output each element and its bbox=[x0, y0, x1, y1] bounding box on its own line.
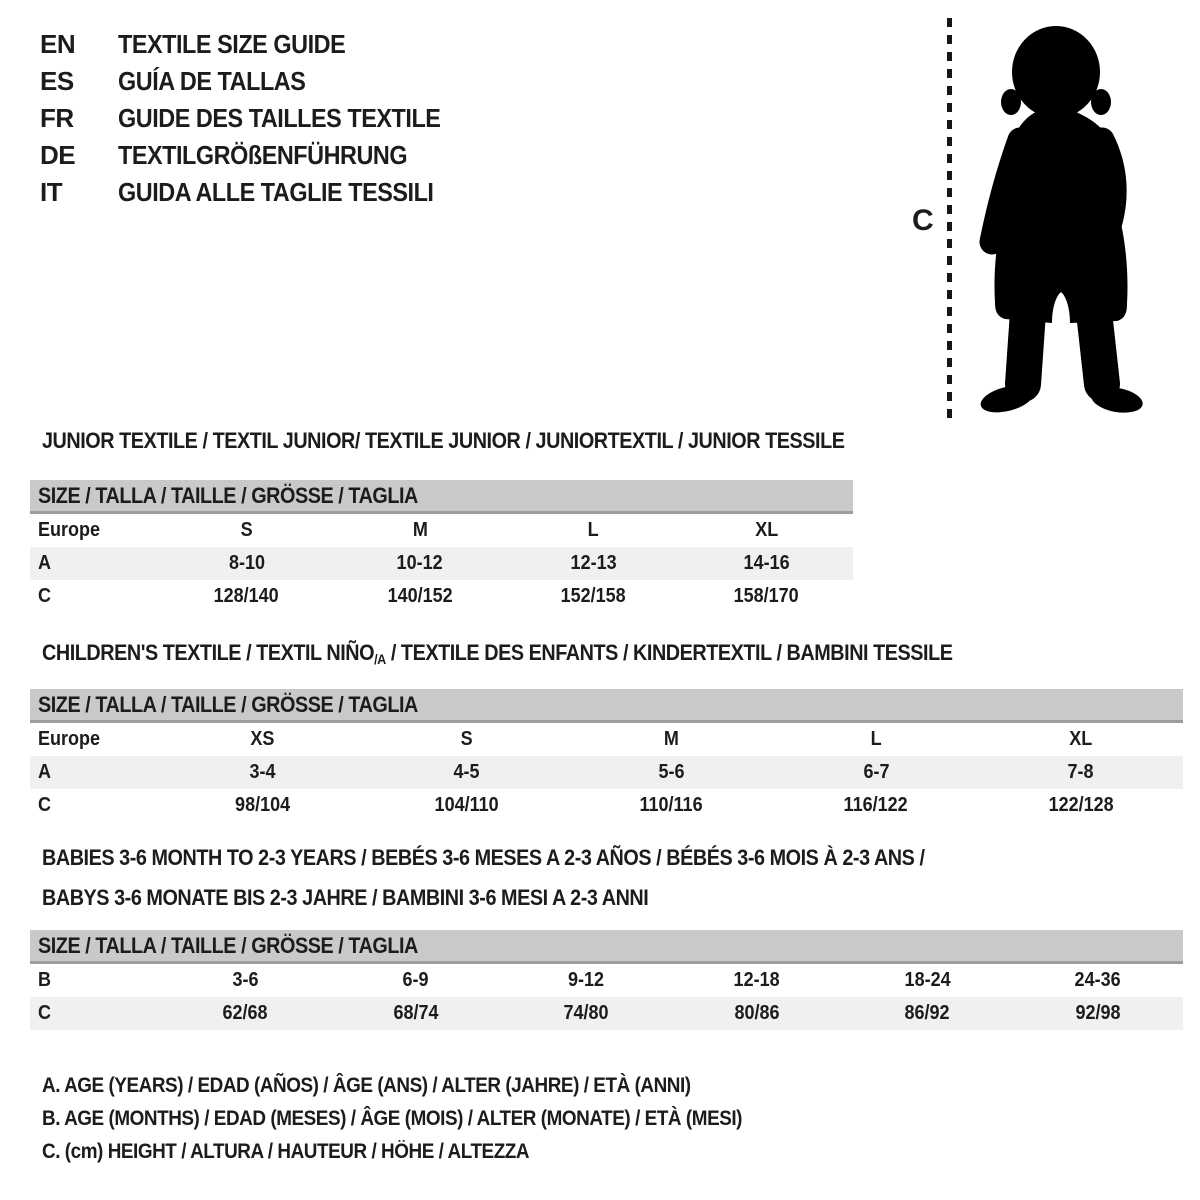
measurement-legend bbox=[42, 1069, 820, 1168]
table-cell: 86/92 bbox=[904, 1002, 950, 1024]
legend-height-cm: C. (cm) HEIGHT / ALTURA / HAUTEUR / HÖHE / ALTEZZA bbox=[42, 1140, 530, 1163]
table-cell: 122/128 bbox=[1048, 794, 1114, 816]
table-cell: 110/116 bbox=[639, 794, 704, 816]
table-cell: 18-24 bbox=[904, 969, 951, 991]
nino-a-subscript: /A bbox=[374, 651, 386, 667]
language-title: GUIDA ALLE TAGLIE TESSILI bbox=[118, 177, 434, 207]
children-section-title: CHILDREN'S TEXTILE / TEXTIL NIÑO/A / TEXTILE DES ENFANTS / KINDERTEXTIL / BAMBINI TESSILE bbox=[42, 640, 953, 667]
table-cell: 80/86 bbox=[734, 1002, 780, 1024]
junior-section-title: JUNIOR TEXTILE / TEXTIL JUNIOR/ TEXTILE JUNIOR / JUNIORTEXTIL / JUNIOR TESSILE bbox=[42, 428, 845, 453]
table-cell: 12-13 bbox=[570, 552, 617, 574]
table-cell: 74/80 bbox=[563, 1002, 609, 1024]
legend-age-years: A. AGE (YEARS) / EDAD (AÑOS) / ÂGE (ANS) / ALTER (JAHRE) / ETÀ (ANNI) bbox=[42, 1074, 691, 1097]
table-cell: M bbox=[412, 519, 428, 541]
legend-age-months: B. AGE (MONTHS) / EDAD (MESES) / ÂGE (MOIS) / ALTER (MONATE) / ETÀ (MESI) bbox=[42, 1107, 743, 1130]
language-code: FR bbox=[40, 103, 74, 133]
table-row bbox=[30, 789, 1183, 822]
language-code: DE bbox=[40, 140, 76, 170]
language-row-fr bbox=[40, 100, 476, 137]
table-cell: 3-6 bbox=[232, 969, 259, 991]
table-cell: L bbox=[870, 728, 882, 750]
size-header-bar: SIZE / TALLA / TAILLE / GRÖSSE / TAGLIA bbox=[30, 689, 1183, 723]
row-label: Europe bbox=[38, 519, 101, 541]
row-label: C bbox=[38, 1002, 52, 1024]
language-row-it bbox=[40, 174, 476, 211]
row-label: Europe bbox=[38, 728, 101, 750]
table-cell: 152/158 bbox=[560, 585, 626, 607]
table-row bbox=[30, 756, 1183, 789]
table-cell: 62/68 bbox=[222, 1002, 268, 1024]
row-label: B bbox=[38, 969, 52, 991]
table-cell: 6-7 bbox=[863, 761, 890, 783]
language-code: EN bbox=[40, 29, 76, 59]
table-cell: 128/140 bbox=[214, 585, 280, 607]
babies-section-title: BABIES 3-6 MONTH TO 2-3 YEARS / BEBÉS 3-6 MESES A 2-3 AÑOS / BÉBÉS 3-6 MOIS À 2-3 ANS / BABYS 3-6 MONATE BIS 2-3 JAHRE / BAMBINI 3-6 MESI A 2-3 ANNI bbox=[42, 845, 925, 910]
table-cell: 4-5 bbox=[453, 761, 480, 783]
table-cell: 12-18 bbox=[733, 969, 780, 991]
height-measure-dashed-line bbox=[947, 18, 952, 418]
table-cell: S bbox=[240, 519, 253, 541]
table-row bbox=[30, 580, 853, 613]
language-code: IT bbox=[40, 177, 63, 207]
language-row-es bbox=[40, 63, 476, 100]
table-cell: 5-6 bbox=[658, 761, 685, 783]
table-row bbox=[30, 514, 853, 547]
language-row-de bbox=[40, 137, 476, 174]
table-cell: 92/98 bbox=[1075, 1002, 1121, 1024]
babies-size-table bbox=[30, 930, 1183, 1030]
table-row bbox=[30, 547, 853, 580]
row-label: C bbox=[38, 585, 52, 607]
language-code: ES bbox=[40, 66, 74, 96]
table-cell: 24-36 bbox=[1074, 969, 1121, 991]
language-title: TEXTILE SIZE GUIDE bbox=[118, 29, 346, 59]
table-cell: 6-9 bbox=[402, 969, 429, 991]
junior-size-table bbox=[30, 480, 853, 613]
table-cell: 3-4 bbox=[249, 761, 276, 783]
table-cell: 8-10 bbox=[228, 552, 265, 574]
language-title: GUIDE DES TAILLES TEXTILE bbox=[118, 103, 441, 133]
table-cell: XL bbox=[754, 519, 778, 541]
language-title: TEXTILGRÖßENFÜHRUNG bbox=[118, 140, 408, 170]
table-cell: 140/152 bbox=[387, 585, 453, 607]
table-cell: 158/170 bbox=[733, 585, 799, 607]
table-cell: L bbox=[587, 519, 599, 541]
language-title: GUÍA DE TALLAS bbox=[118, 66, 306, 96]
table-cell: XS bbox=[250, 728, 275, 750]
table-cell: 68/74 bbox=[393, 1002, 439, 1024]
size-header-bar: SIZE / TALLA / TAILLE / GRÖSSE / TAGLIA bbox=[30, 930, 1183, 964]
table-cell: 10-12 bbox=[396, 552, 443, 574]
table-cell: 116/122 bbox=[844, 794, 909, 816]
row-label: A bbox=[38, 761, 52, 783]
table-cell: 14-16 bbox=[743, 552, 790, 574]
table-cell: 9-12 bbox=[568, 969, 605, 991]
height-measure-label: C bbox=[912, 204, 934, 237]
table-cell: 98/104 bbox=[234, 794, 290, 816]
row-label: A bbox=[38, 552, 52, 574]
language-title-list bbox=[40, 26, 476, 211]
size-header-bar: SIZE / TALLA / TAILLE / GRÖSSE / TAGLIA bbox=[30, 480, 853, 514]
table-cell: 7-8 bbox=[1067, 761, 1094, 783]
table-row bbox=[30, 997, 1183, 1030]
children-size-table bbox=[30, 689, 1183, 822]
table-row bbox=[30, 964, 1183, 997]
table-cell: XL bbox=[1069, 728, 1093, 750]
baby-silhouette-icon bbox=[960, 16, 1145, 420]
language-row-en bbox=[40, 26, 476, 63]
table-cell: M bbox=[663, 728, 679, 750]
table-row bbox=[30, 723, 1183, 756]
row-label: C bbox=[38, 794, 52, 816]
table-cell: 104/110 bbox=[434, 794, 499, 816]
table-cell: S bbox=[460, 728, 473, 750]
